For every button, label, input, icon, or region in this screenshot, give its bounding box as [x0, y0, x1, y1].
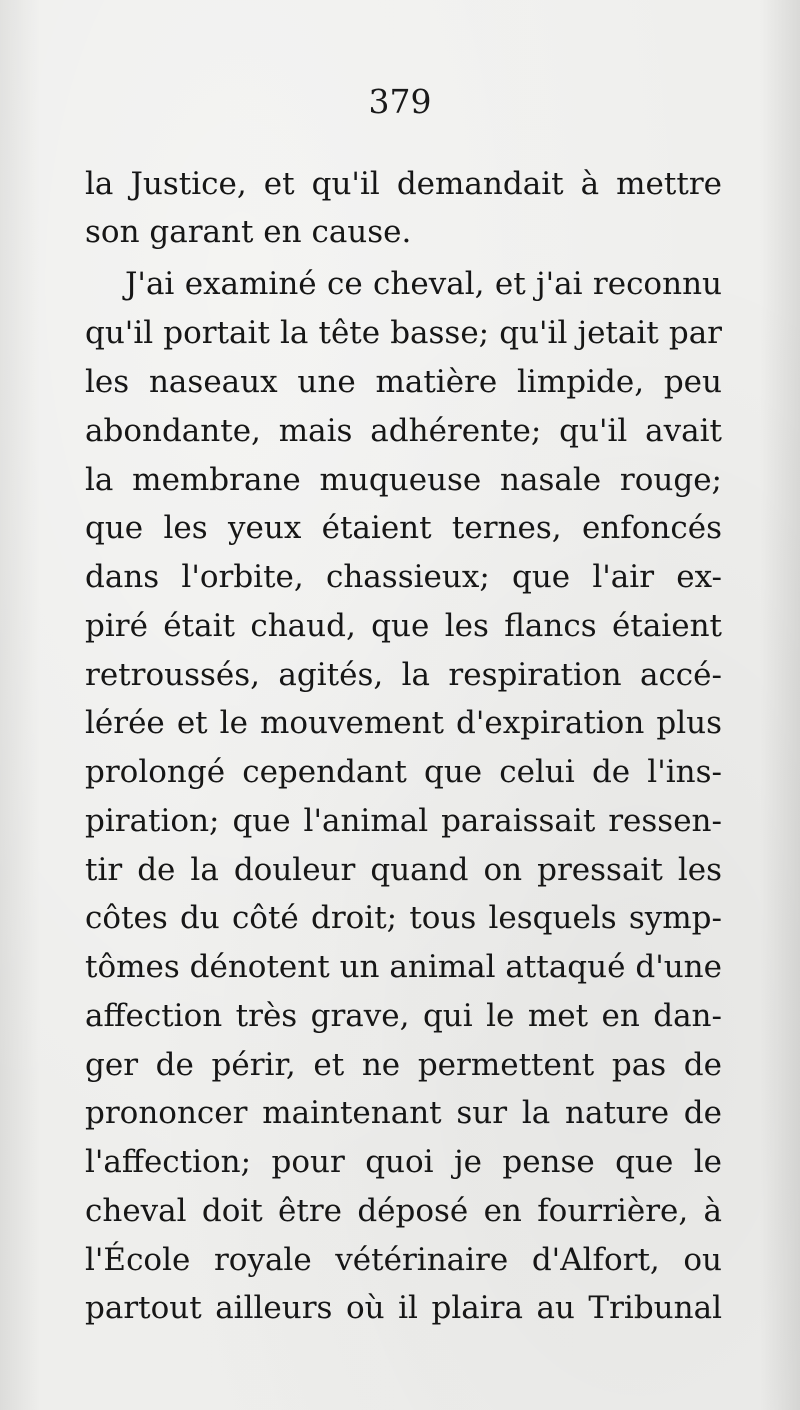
text-line-7: la membrane muqueuse nasale rouge; — [85, 462, 722, 498]
text-line-18: affection très grave, qui le met en dan- — [85, 998, 722, 1034]
text-line-3: J'ai examiné ce cheval, et j'ai reconnu — [125, 266, 722, 302]
text-line-12: lérée et le mouvement d'expiration plus — [85, 705, 722, 741]
text-line-22: cheval doit être déposé en fourrière, à — [85, 1193, 722, 1229]
text-line-1: la Justice, et qu'il demandait à mettre — [85, 166, 722, 202]
text-line-24: partout ailleurs où il plaira au Tribunal — [85, 1290, 722, 1326]
text-line-19: ger de périr, et ne permettent pas de — [85, 1047, 722, 1083]
text-line-20: prononcer maintenant sur la nature de — [85, 1095, 722, 1131]
text-line-10: piré était chaud, que les flancs étaient — [85, 608, 722, 644]
text-line-23: l'École royale vétérinaire d'Alfort, ou — [85, 1242, 722, 1278]
text-line-6: abondante, mais adhérente; qu'il avait — [85, 413, 722, 449]
text-line-4: qu'il portait la tête basse; qu'il jetait par — [85, 315, 722, 351]
text-line-9: dans l'orbite, chassieux; que l'air ex- — [85, 559, 722, 595]
page-number: 379 — [368, 82, 432, 121]
text-line-15: tir de la douleur quand on pressait les — [85, 852, 722, 888]
text-line-13: prolongé cependant que celui de l'ins- — [85, 754, 722, 790]
text-line-11: retroussés, agités, la respiration accé- — [85, 657, 722, 693]
text-line-5: les naseaux une matière limpide, peu — [85, 364, 722, 400]
text-line-16: côtes du côté droit; tous lesquels symp- — [85, 900, 722, 936]
text-line-2: son garant en cause. — [85, 214, 412, 250]
text-line-8: que les yeux étaient ternes, enfoncés — [85, 510, 722, 546]
text-line-14: piration; que l'animal paraissait ressen- — [85, 803, 722, 839]
text-line-17: tômes dénotent un animal attaqué d'une — [85, 949, 722, 985]
text-line-21: l'affection; pour quoi je pense que le — [85, 1144, 722, 1180]
